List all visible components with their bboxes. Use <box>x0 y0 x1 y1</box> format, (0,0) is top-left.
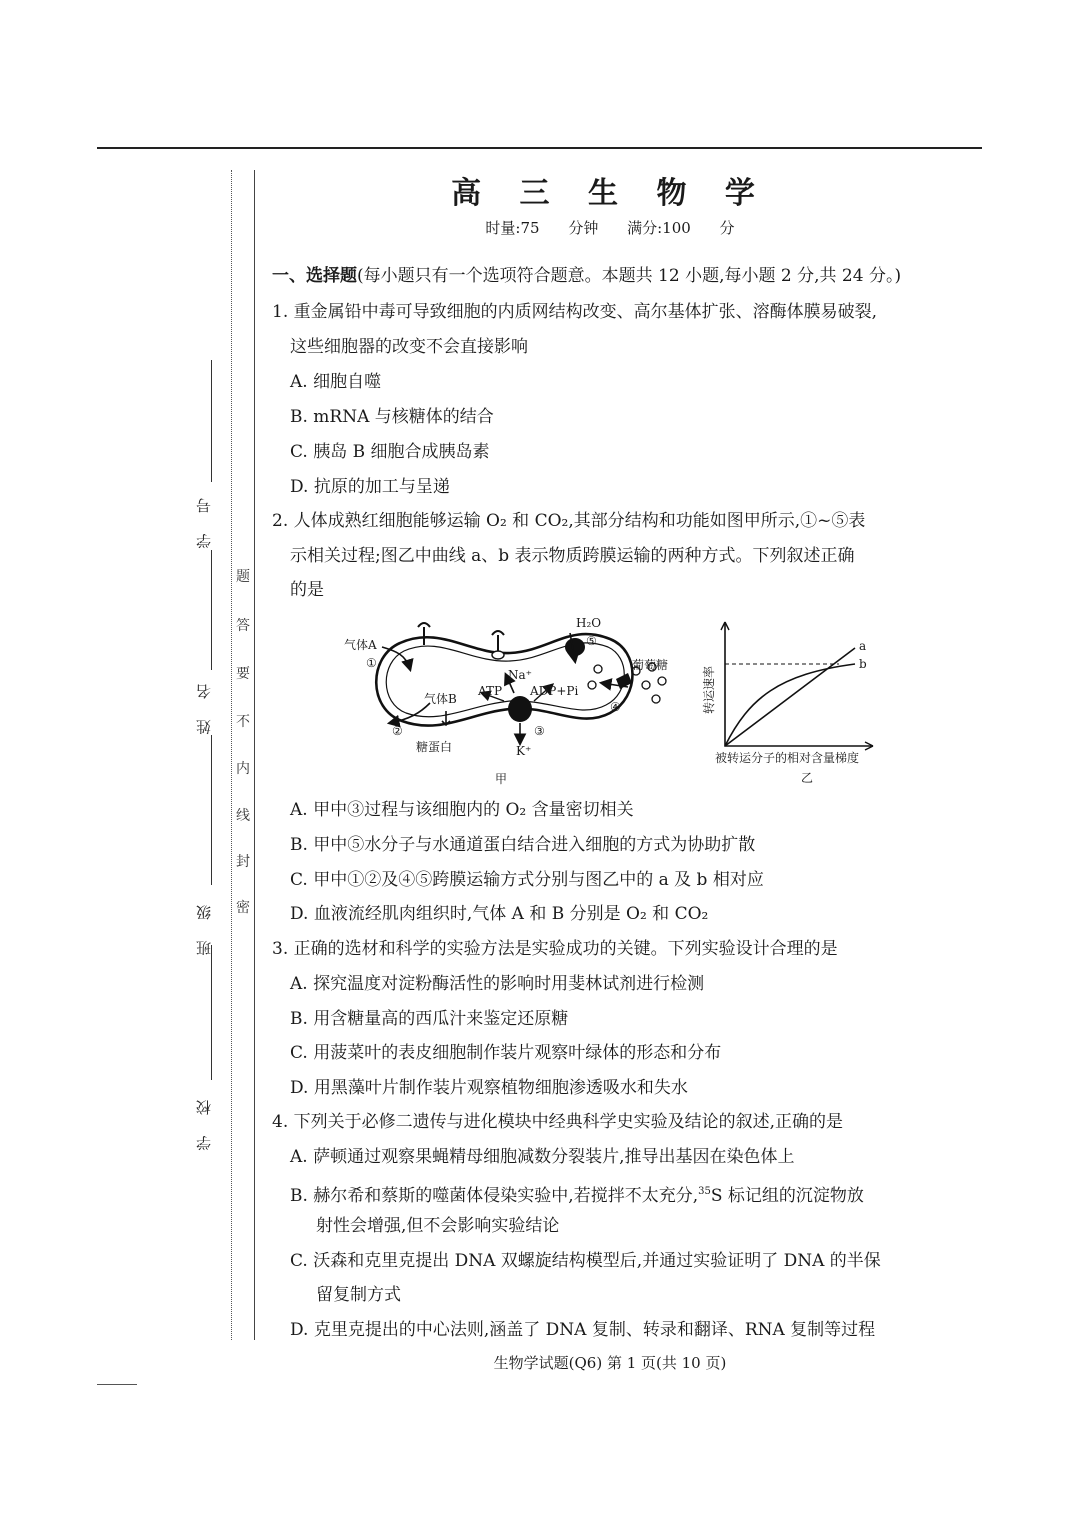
binding-solid-line <box>254 170 255 1340</box>
seal-char: 密 <box>236 900 250 916</box>
q1-option-d: D. 抗原的加工与呈递 <box>290 477 450 497</box>
seal-char: 不 <box>236 714 250 730</box>
glycoprotein-label: 糖蛋白 <box>416 740 453 754</box>
q4-isotope-superscript: 35 <box>698 1186 711 1197</box>
school-label: 学 校 <box>195 1092 213 1151</box>
q1-option-a: A. 细胞自噬 <box>290 372 382 392</box>
q2-option-b: B. 甲中⑤水分子与水通道蛋白结合进入细胞的方式为协助扩散 <box>290 835 756 855</box>
top-rule <box>97 147 982 149</box>
graph-xlabel: 被转运分子的相对含量梯度 <box>715 751 860 765</box>
q4-option-b-pre: B. 赫尔希和蔡斯的噬菌体侵染实验中,若搅拌不太充分, <box>290 1186 699 1206</box>
process-1-label: ① <box>366 656 377 670</box>
page-footer: 生物学试题(Q6) 第 1 页(共 10 页) <box>493 1354 727 1372</box>
process-4-label: ④ <box>610 700 621 714</box>
curve-a-line <box>725 648 855 746</box>
name-label: 姓 名 <box>195 676 213 735</box>
process-2-label: ② <box>392 724 403 738</box>
q4-option-b-post: S 标记组的沉淀物放 <box>710 1186 864 1206</box>
q3-option-d: D. 用黑藻叶片制作装片观察植物细胞渗透吸水和失水 <box>290 1078 688 1098</box>
process-5-label: ⑤ <box>586 634 597 648</box>
q2-stem-line1: 2. 人体成熟红细胞能够运输 O₂ 和 CO₂,其部分结构和功能如图甲所示,①~⑤表 <box>272 511 866 531</box>
seal-char: 线 <box>236 808 250 824</box>
section-heading: 一、选择题 <box>272 266 357 286</box>
section-instruction: (每小题只有一个选项符合题意。本题共 12 小题,每小题 2 分,共 24 分。) <box>357 266 902 286</box>
q3-option-c: C. 用菠菜叶的表皮细胞制作装片观察叶绿体的形态和分布 <box>290 1043 722 1063</box>
glycoprotein-icon <box>442 711 450 725</box>
q2-option-a: A. 甲中③过程与该细胞内的 O₂ 含量密切相关 <box>290 800 634 820</box>
curve-b-label: b <box>859 657 867 671</box>
q3-option-a: A. 探究温度对淀粉酶活性的影响时用斐林试剂进行检测 <box>290 974 705 994</box>
water-channel-icon <box>565 638 585 656</box>
class-label: 班 级 <box>195 897 213 956</box>
graph-ylabel: 转运速率 <box>702 665 716 715</box>
q3-option-b: B. 用含糖量高的西瓜汁来鉴定还原糖 <box>290 1009 569 1029</box>
q4-option-a: A. 萨顿通过观察果蝇精母细胞减数分裂装片,推导出基因在染色体上 <box>290 1147 795 1167</box>
exam-subtitle: 时量:75 分钟 满分:100 分 <box>485 219 735 237</box>
q4-stem: 4. 下列关于必修二遗传与进化模块中经典科学史实验及结论的叙述,正确的是 <box>272 1112 844 1132</box>
gas-a-label: 气体A <box>344 638 377 652</box>
q4-option-b-line2: 射性会增强,但不会影响实验结论 <box>316 1216 560 1236</box>
channel-protein-icon <box>492 631 504 635</box>
figure-jia-cell-diagram <box>330 605 690 790</box>
q4-option-c-line1: C. 沃森和克里克提出 DNA 双螺旋结构模型后,并通过实验证明了 DNA 的半保 <box>290 1251 881 1271</box>
gas-b-label: 气体B <box>424 692 457 706</box>
q2-stem-line3: 的是 <box>290 580 324 600</box>
curve-b-line <box>725 664 855 746</box>
q4-option-b-line1 <box>290 1180 864 1208</box>
process-3-label: ③ <box>534 724 545 738</box>
figure-yi-caption: 乙 <box>801 771 814 785</box>
water-label: H₂O <box>576 616 602 630</box>
q2-stem-line2: 示相关过程;图乙中曲线 a、b 表示物质跨膜运输的两种方式。下列叙述正确 <box>290 546 855 566</box>
na-k-pump-icon <box>508 696 532 722</box>
exam-title: 高 三 生 物 学 <box>451 176 769 211</box>
atp-label: ATP <box>478 684 503 698</box>
q2-option-c: C. 甲中①②及④⑤跨膜运输方式分别与图乙中的 a 及 b 相对应 <box>290 870 764 890</box>
adp-label: ADP+Pi <box>530 684 579 698</box>
q1-option-c: C. 胰岛 B 细胞合成胰岛素 <box>290 442 490 462</box>
name-blank <box>211 550 212 670</box>
figure-yi-transport-graph <box>695 618 920 790</box>
q1-option-b: B. mRNA 与核糖体的结合 <box>290 407 494 427</box>
curve-a-label: a <box>859 639 867 653</box>
class-blank <box>211 735 212 885</box>
student-no-label: 学 号 <box>195 490 213 549</box>
na-label: Na⁺ <box>508 668 532 682</box>
school-blank <box>211 945 212 1080</box>
q1-stem-line1: 1. 重金属铅中毒可导致细胞的内质网结构改变、高尔基体扩张、溶酶体膜易破裂, <box>272 302 878 322</box>
seal-char: 要 <box>236 666 250 682</box>
figure-jia-caption: 甲 <box>495 772 508 786</box>
channel-protein-icon <box>418 623 430 627</box>
q4-option-d: D. 克里克提出的中心法则,涵盖了 DNA 复制、转录和翻译、RNA 复制等过程 <box>290 1320 876 1340</box>
glucose-label: 葡萄糖 <box>632 658 669 672</box>
q3-stem: 3. 正确的选材和科学的实验方法是实验成功的关键。下列实验设计合理的是 <box>272 939 838 959</box>
seal-char: 封 <box>236 854 250 870</box>
bottom-rule <box>97 1384 137 1385</box>
seal-char: 答 <box>236 618 250 634</box>
k-label: K⁺ <box>516 744 532 758</box>
q2-option-d: D. 血液流经肌肉组织时,气体 A 和 B 分别是 O₂ 和 CO₂ <box>290 904 709 924</box>
seal-char: 题 <box>236 569 250 585</box>
q4-option-c-line2: 留复制方式 <box>316 1285 401 1305</box>
seal-char: 内 <box>236 761 250 777</box>
q1-stem-line2: 这些细胞器的改变不会直接影响 <box>290 337 528 357</box>
section-heading-row <box>272 264 901 288</box>
student-no-blank <box>211 360 212 482</box>
binding-dotted-line <box>231 170 232 1340</box>
